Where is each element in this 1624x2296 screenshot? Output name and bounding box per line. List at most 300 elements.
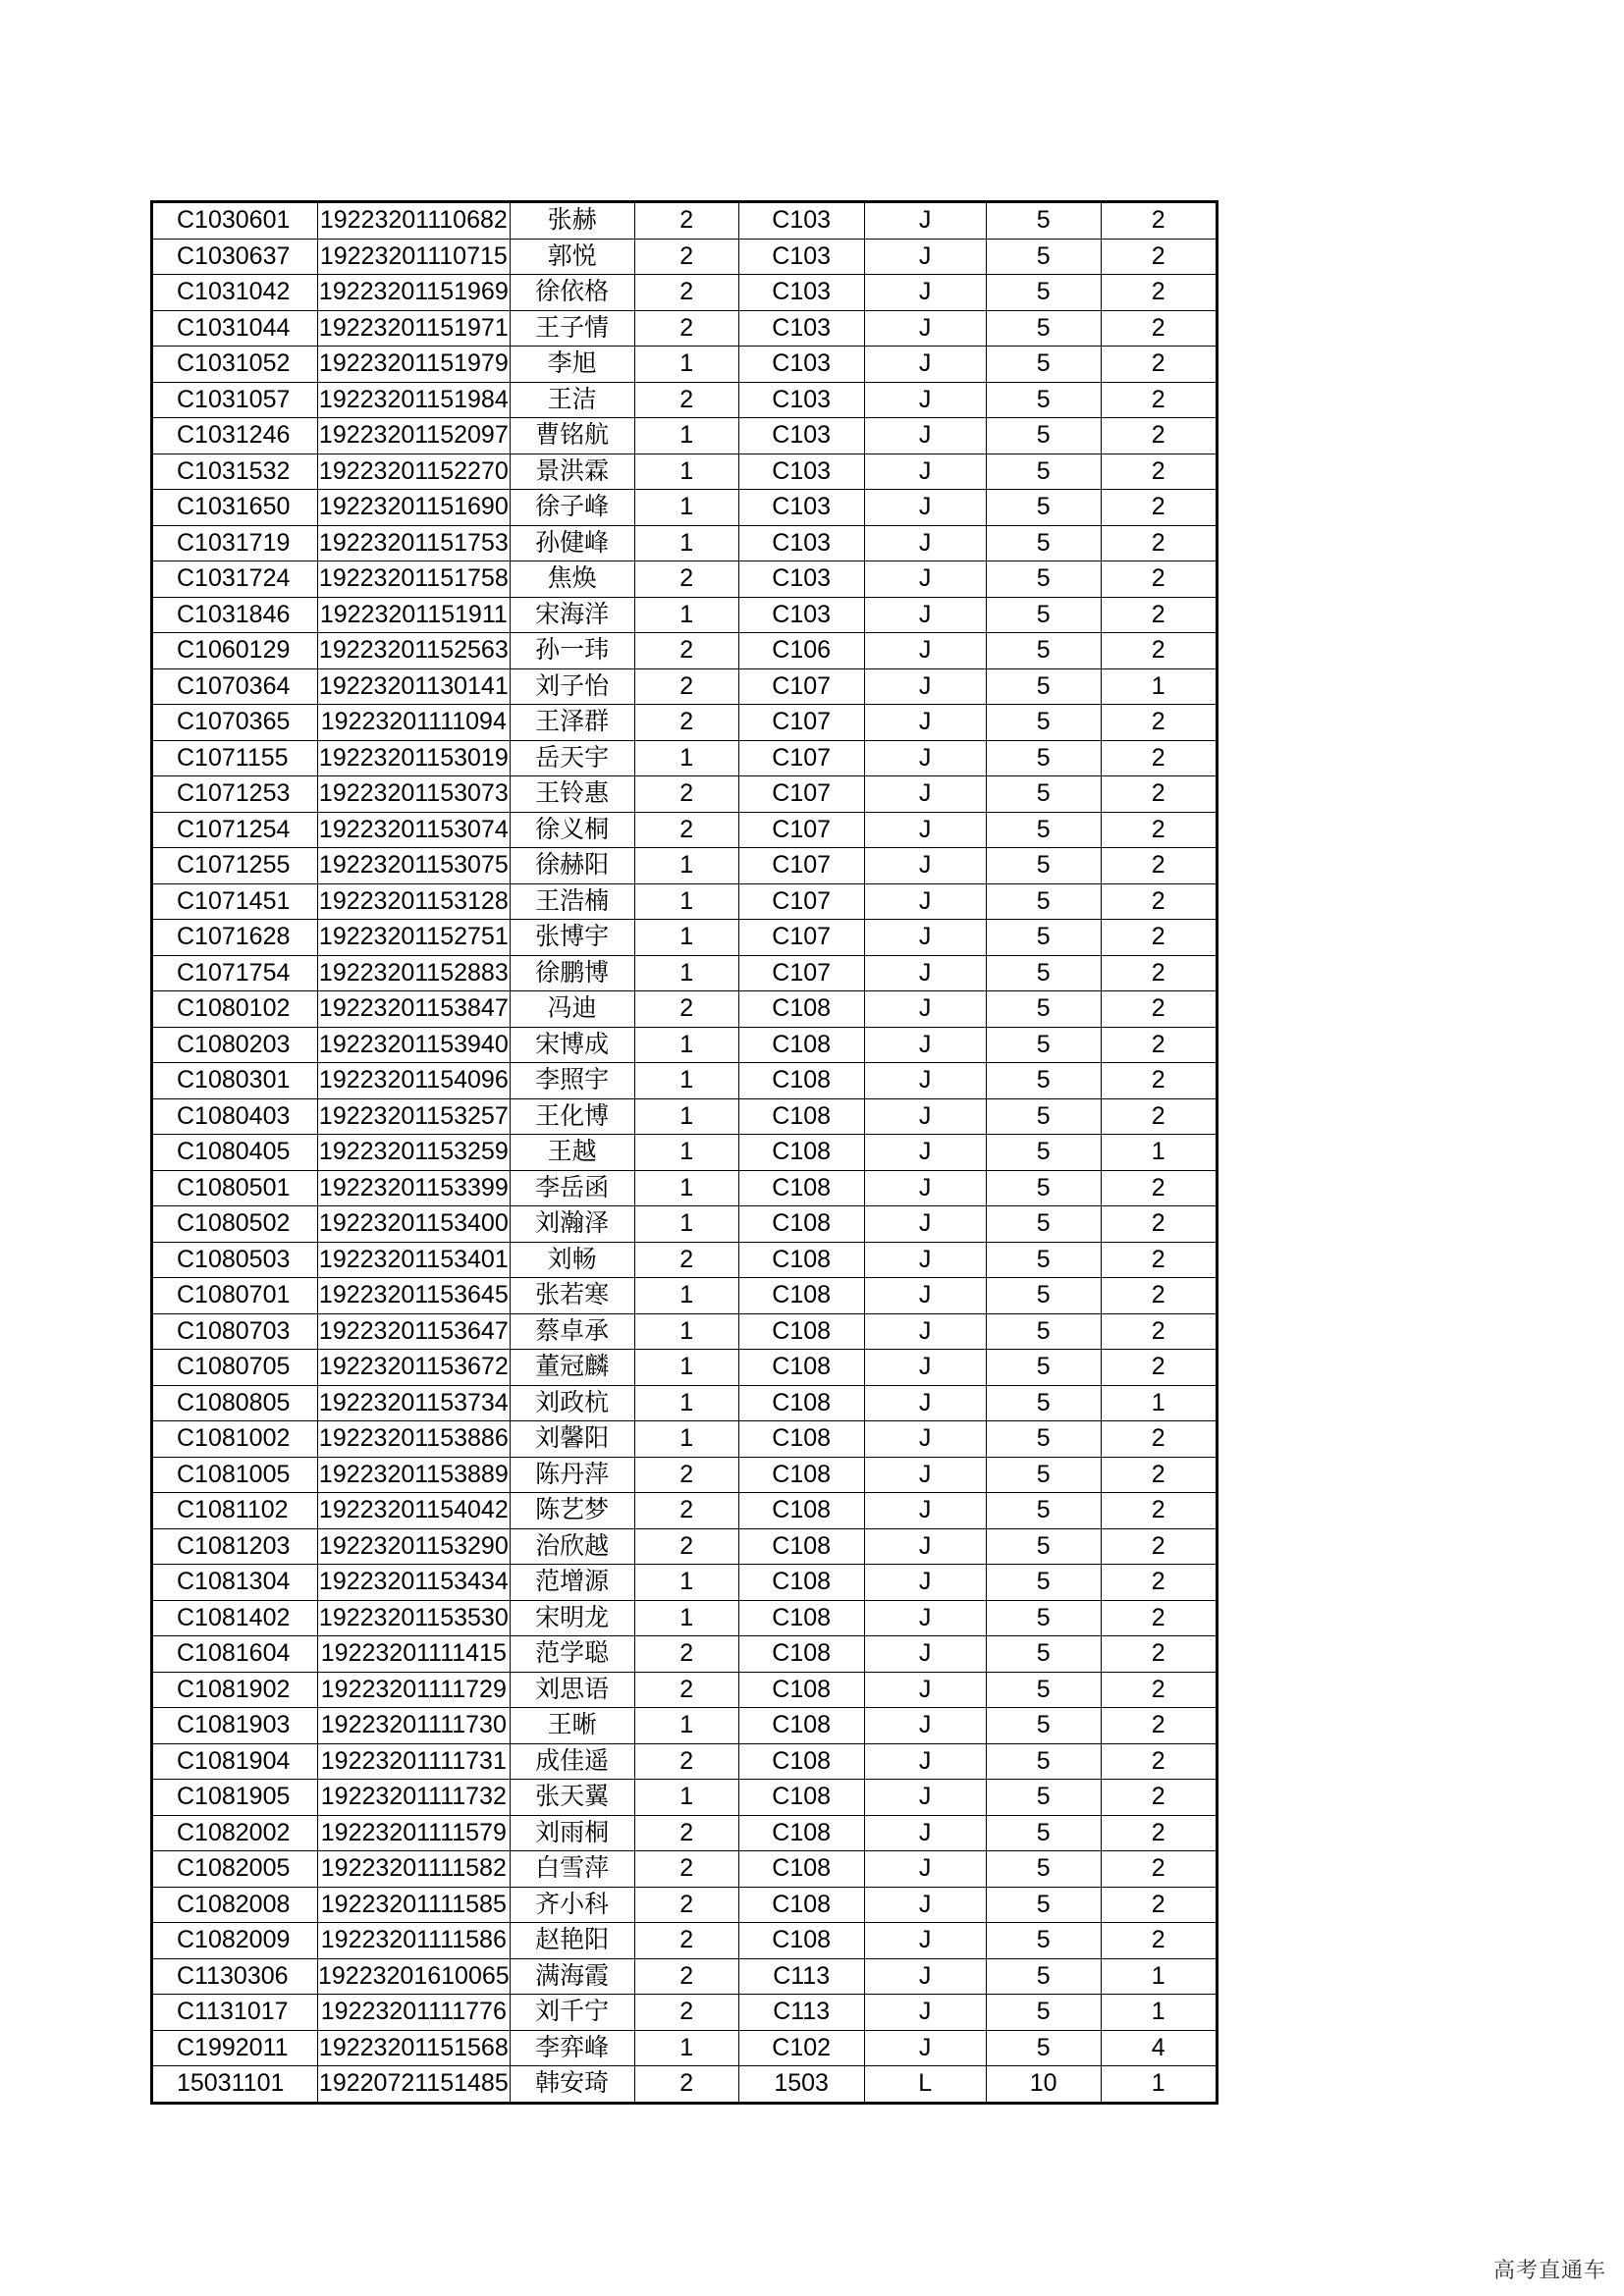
- score-cell: 5: [986, 1815, 1101, 1851]
- candidate-id-cell: 19223201153259: [318, 1135, 511, 1171]
- candidate-id-cell: 19223201111730: [318, 1708, 511, 1744]
- count-cell: 1: [1101, 1958, 1217, 1995]
- name-cell: 陈艺梦: [510, 1493, 634, 1529]
- score-cell: 5: [986, 1636, 1101, 1673]
- table-row: [152, 1708, 1218, 1744]
- name-cell: 李弈峰: [510, 2030, 634, 2066]
- table-row: [152, 597, 1218, 633]
- name-cell: 范学聪: [510, 1636, 634, 1673]
- candidate-id-cell: 19223201154042: [318, 1493, 511, 1529]
- table-row: [152, 1743, 1218, 1780]
- group-cell: C108: [738, 1743, 864, 1780]
- table-row: [152, 1780, 1218, 1816]
- group-cell: C107: [738, 920, 864, 956]
- category-cell: J: [864, 1135, 986, 1171]
- count-cell: 2: [1101, 991, 1217, 1028]
- candidate-id-cell: 19223201151753: [318, 525, 511, 561]
- name-cell: 陈丹萍: [510, 1457, 634, 1493]
- group-cell: C103: [738, 418, 864, 454]
- name-cell: 王泽群: [510, 705, 634, 741]
- table-row: [152, 1098, 1218, 1135]
- gender-cell: 1: [634, 1063, 738, 1099]
- candidate-id-cell: 19223201153019: [318, 740, 511, 776]
- score-cell: 5: [986, 1027, 1101, 1063]
- score-cell: 10: [986, 2066, 1101, 2104]
- group-cell: C103: [738, 525, 864, 561]
- name-cell: 治欣越: [510, 1528, 634, 1565]
- table-row: [152, 525, 1218, 561]
- data-table: [150, 200, 1218, 2105]
- candidate-id-cell: 19223201110715: [318, 239, 511, 275]
- score-cell: 5: [986, 525, 1101, 561]
- name-cell: 王洁: [510, 382, 634, 418]
- score-cell: 5: [986, 883, 1101, 920]
- name-cell: 宋明龙: [510, 1600, 634, 1636]
- category-cell: J: [864, 1672, 986, 1708]
- exam-code-cell: C1081604: [152, 1636, 318, 1673]
- score-cell: 5: [986, 1206, 1101, 1243]
- gender-cell: 2: [634, 2066, 738, 2104]
- category-cell: J: [864, 1385, 986, 1421]
- table-row: [152, 740, 1218, 776]
- category-cell: J: [864, 382, 986, 418]
- count-cell: 1: [1101, 1135, 1217, 1171]
- category-cell: J: [864, 955, 986, 991]
- candidate-id-cell: 19223201154096: [318, 1063, 511, 1099]
- count-cell: 2: [1101, 740, 1217, 776]
- name-cell: 刘畅: [510, 1242, 634, 1278]
- exam-code-cell: C1080501: [152, 1170, 318, 1206]
- exam-code-cell: C1130306: [152, 1958, 318, 1995]
- candidate-id-cell: 19223201111415: [318, 1636, 511, 1673]
- candidate-id-cell: 19223201152563: [318, 633, 511, 669]
- group-cell: C107: [738, 740, 864, 776]
- score-cell: 5: [986, 955, 1101, 991]
- name-cell: 刘子怡: [510, 668, 634, 705]
- category-cell: J: [864, 1995, 986, 2031]
- score-cell: 5: [986, 991, 1101, 1028]
- gender-cell: 2: [634, 1958, 738, 1995]
- exam-code-cell: C1080403: [152, 1098, 318, 1135]
- group-cell: C103: [738, 597, 864, 633]
- name-cell: 宋海洋: [510, 597, 634, 633]
- exam-code-cell: C1081002: [152, 1421, 318, 1458]
- name-cell: 满海霞: [510, 1958, 634, 1995]
- score-cell: 5: [986, 2030, 1101, 2066]
- group-cell: C103: [738, 275, 864, 311]
- category-cell: J: [864, 1600, 986, 1636]
- group-cell: C107: [738, 705, 864, 741]
- name-cell: 张赫: [510, 202, 634, 240]
- exam-code-cell: 15031101: [152, 2066, 318, 2104]
- score-cell: 5: [986, 1457, 1101, 1493]
- group-cell: C103: [738, 382, 864, 418]
- table-row: [152, 1672, 1218, 1708]
- count-cell: 2: [1101, 1600, 1217, 1636]
- name-cell: 孙健峰: [510, 525, 634, 561]
- gender-cell: 1: [634, 1421, 738, 1458]
- category-cell: J: [864, 1923, 986, 1959]
- group-cell: C108: [738, 1313, 864, 1350]
- group-cell: C108: [738, 1135, 864, 1171]
- category-cell: J: [864, 1636, 986, 1673]
- gender-cell: 2: [634, 1457, 738, 1493]
- category-cell: J: [864, 1493, 986, 1529]
- category-cell: J: [864, 1565, 986, 1601]
- table-row: [152, 1887, 1218, 1923]
- table-row: [152, 1421, 1218, 1458]
- table-row: [152, 812, 1218, 848]
- count-cell: 2: [1101, 1565, 1217, 1601]
- count-cell: 2: [1101, 955, 1217, 991]
- name-cell: 蔡卓承: [510, 1313, 634, 1350]
- candidate-id-cell: 19223201111579: [318, 1815, 511, 1851]
- candidate-id-cell: 19223201110682: [318, 202, 511, 240]
- gender-cell: 2: [634, 1995, 738, 2031]
- count-cell: 2: [1101, 1493, 1217, 1529]
- score-cell: 5: [986, 1135, 1101, 1171]
- name-cell: 刘雨桐: [510, 1815, 634, 1851]
- candidate-id-cell: 19223201130141: [318, 668, 511, 705]
- group-cell: C107: [738, 668, 864, 705]
- watermark: 高考直通车: [1492, 2259, 1606, 2283]
- score-cell: 5: [986, 310, 1101, 347]
- name-cell: 徐依格: [510, 275, 634, 311]
- exam-code-cell: C1081005: [152, 1457, 318, 1493]
- table-row: [152, 2030, 1218, 2066]
- exam-code-cell: C1030601: [152, 202, 318, 240]
- group-cell: C108: [738, 1421, 864, 1458]
- group-cell: C108: [738, 1170, 864, 1206]
- category-cell: J: [864, 1958, 986, 1995]
- category-cell: J: [864, 347, 986, 383]
- count-cell: 2: [1101, 1780, 1217, 1816]
- count-cell: 1: [1101, 1385, 1217, 1421]
- group-cell: C108: [738, 1636, 864, 1673]
- name-cell: 韩安琦: [510, 2066, 634, 2104]
- exam-code-cell: C1031532: [152, 454, 318, 490]
- exam-code-cell: C1071451: [152, 883, 318, 920]
- table-row: [152, 1923, 1218, 1959]
- gender-cell: 2: [634, 275, 738, 311]
- category-cell: J: [864, 597, 986, 633]
- name-cell: 徐赫阳: [510, 848, 634, 884]
- category-cell: J: [864, 1027, 986, 1063]
- group-cell: C108: [738, 1063, 864, 1099]
- count-cell: 2: [1101, 202, 1217, 240]
- count-cell: 2: [1101, 848, 1217, 884]
- name-cell: 郭悦: [510, 239, 634, 275]
- count-cell: 2: [1101, 347, 1217, 383]
- name-cell: 范增源: [510, 1565, 634, 1601]
- count-cell: 2: [1101, 1851, 1217, 1888]
- group-cell: C108: [738, 1887, 864, 1923]
- gender-cell: 2: [634, 1672, 738, 1708]
- table-row: [152, 490, 1218, 526]
- candidate-id-cell: 19223201111094: [318, 705, 511, 741]
- score-cell: 5: [986, 347, 1101, 383]
- gender-cell: 2: [634, 633, 738, 669]
- exam-code-cell: C1081203: [152, 1528, 318, 1565]
- name-cell: 李照宇: [510, 1063, 634, 1099]
- gender-cell: 1: [634, 347, 738, 383]
- gender-cell: 1: [634, 1708, 738, 1744]
- group-cell: C113: [738, 1995, 864, 2031]
- category-cell: J: [864, 668, 986, 705]
- table-row: [152, 705, 1218, 741]
- score-cell: 5: [986, 1851, 1101, 1888]
- score-cell: 5: [986, 1923, 1101, 1959]
- category-cell: J: [864, 490, 986, 526]
- gender-cell: 1: [634, 920, 738, 956]
- category-cell: J: [864, 1743, 986, 1780]
- count-cell: 2: [1101, 418, 1217, 454]
- exam-code-cell: C1082005: [152, 1851, 318, 1888]
- name-cell: 张天翼: [510, 1780, 634, 1816]
- gender-cell: 2: [634, 202, 738, 240]
- score-cell: 5: [986, 920, 1101, 956]
- exam-code-cell: C1080701: [152, 1278, 318, 1314]
- gender-cell: 2: [634, 1923, 738, 1959]
- group-cell: C108: [738, 1385, 864, 1421]
- name-cell: 孙一玮: [510, 633, 634, 669]
- category-cell: J: [864, 202, 986, 240]
- exam-code-cell: C1082009: [152, 1923, 318, 1959]
- exam-code-cell: C1071754: [152, 955, 318, 991]
- table-row: [152, 1027, 1218, 1063]
- table-row: [152, 382, 1218, 418]
- name-cell: 成佳遥: [510, 1743, 634, 1780]
- candidate-id-cell: 19223201151969: [318, 275, 511, 311]
- group-cell: C108: [738, 1528, 864, 1565]
- count-cell: 2: [1101, 239, 1217, 275]
- name-cell: 张博宇: [510, 920, 634, 956]
- gender-cell: 1: [634, 418, 738, 454]
- exam-code-cell: C1080301: [152, 1063, 318, 1099]
- count-cell: 2: [1101, 1098, 1217, 1135]
- group-cell: C103: [738, 347, 864, 383]
- candidate-id-cell: 19223201153075: [318, 848, 511, 884]
- exam-code-cell: C1071253: [152, 776, 318, 813]
- exam-code-cell: C1031052: [152, 347, 318, 383]
- group-cell: C107: [738, 955, 864, 991]
- candidate-id-cell: 19223201153647: [318, 1313, 511, 1350]
- candidate-id-cell: 19223201111582: [318, 1851, 511, 1888]
- table-row: [152, 1063, 1218, 1099]
- count-cell: 1: [1101, 2066, 1217, 2104]
- candidate-id-cell: 19223201153290: [318, 1528, 511, 1565]
- group-cell: C108: [738, 1493, 864, 1529]
- count-cell: 2: [1101, 1027, 1217, 1063]
- gender-cell: 1: [634, 1170, 738, 1206]
- score-cell: 5: [986, 202, 1101, 240]
- score-cell: 5: [986, 1887, 1101, 1923]
- category-cell: J: [864, 812, 986, 848]
- count-cell: 2: [1101, 776, 1217, 813]
- candidate-id-cell: 19223201111776: [318, 1995, 511, 2031]
- category-cell: J: [864, 705, 986, 741]
- category-cell: L: [864, 2066, 986, 2104]
- table-row: [152, 1958, 1218, 1995]
- candidate-id-cell: 19223201153128: [318, 883, 511, 920]
- count-cell: 2: [1101, 1528, 1217, 1565]
- exam-code-cell: C1131017: [152, 1995, 318, 2031]
- gender-cell: 2: [634, 1636, 738, 1673]
- gender-cell: 2: [634, 1493, 738, 1529]
- group-cell: C103: [738, 310, 864, 347]
- table-row: [152, 1565, 1218, 1601]
- group-cell: C108: [738, 1027, 864, 1063]
- exam-code-cell: C1031846: [152, 597, 318, 633]
- category-cell: J: [864, 776, 986, 813]
- exam-code-cell: C1060129: [152, 633, 318, 669]
- exam-code-cell: C1030637: [152, 239, 318, 275]
- candidate-id-cell: 19223201111586: [318, 1923, 511, 1959]
- group-cell: C103: [738, 490, 864, 526]
- group-cell: C108: [738, 1851, 864, 1888]
- exam-code-cell: C1031719: [152, 525, 318, 561]
- count-cell: 2: [1101, 1815, 1217, 1851]
- gender-cell: 2: [634, 561, 738, 598]
- gender-cell: 2: [634, 310, 738, 347]
- category-cell: J: [864, 561, 986, 598]
- exam-code-cell: C1031042: [152, 275, 318, 311]
- count-cell: 2: [1101, 1313, 1217, 1350]
- candidate-id-cell: 19223201151758: [318, 561, 511, 598]
- group-cell: C103: [738, 561, 864, 598]
- table-body: [152, 202, 1218, 2104]
- table-row: [152, 1600, 1218, 1636]
- group-cell: C113: [738, 1958, 864, 1995]
- name-cell: 董冠麟: [510, 1350, 634, 1386]
- gender-cell: 2: [634, 1851, 738, 1888]
- candidate-id-cell: 19223201153073: [318, 776, 511, 813]
- category-cell: J: [864, 310, 986, 347]
- score-cell: 5: [986, 848, 1101, 884]
- table-row: [152, 920, 1218, 956]
- gender-cell: 2: [634, 1242, 738, 1278]
- count-cell: 2: [1101, 561, 1217, 598]
- count-cell: 2: [1101, 1887, 1217, 1923]
- exam-code-cell: C1031650: [152, 490, 318, 526]
- candidate-id-cell: 19223201153074: [318, 812, 511, 848]
- gender-cell: 1: [634, 848, 738, 884]
- table-row: [152, 1995, 1218, 2031]
- table-row: [152, 1851, 1218, 1888]
- group-cell: 1503: [738, 2066, 864, 2104]
- candidate-id-cell: 19220721151485: [318, 2066, 511, 2104]
- name-cell: 齐小科: [510, 1887, 634, 1923]
- score-cell: 5: [986, 561, 1101, 598]
- table-row: [152, 239, 1218, 275]
- count-cell: 2: [1101, 1063, 1217, 1099]
- name-cell: 王越: [510, 1135, 634, 1171]
- count-cell: 2: [1101, 1672, 1217, 1708]
- category-cell: J: [864, 1170, 986, 1206]
- candidate-id-cell: 19223201111729: [318, 1672, 511, 1708]
- exam-code-cell: C1071254: [152, 812, 318, 848]
- gender-cell: 2: [634, 705, 738, 741]
- name-cell: 刘政杭: [510, 1385, 634, 1421]
- table-row: [152, 776, 1218, 813]
- group-cell: C108: [738, 1600, 864, 1636]
- category-cell: J: [864, 1887, 986, 1923]
- count-cell: 2: [1101, 920, 1217, 956]
- candidate-id-cell: 19223201153530: [318, 1600, 511, 1636]
- score-cell: 5: [986, 668, 1101, 705]
- table-row: [152, 668, 1218, 705]
- name-cell: 刘馨阳: [510, 1421, 634, 1458]
- exam-code-cell: C1031044: [152, 310, 318, 347]
- table-row: [152, 454, 1218, 490]
- gender-cell: 2: [634, 382, 738, 418]
- table-row: [152, 1528, 1218, 1565]
- group-cell: C107: [738, 812, 864, 848]
- gender-cell: 1: [634, 490, 738, 526]
- table-row: [152, 883, 1218, 920]
- count-cell: 2: [1101, 1636, 1217, 1673]
- name-cell: 曹铭航: [510, 418, 634, 454]
- exam-code-cell: C1031246: [152, 418, 318, 454]
- score-cell: 5: [986, 1600, 1101, 1636]
- score-cell: 5: [986, 490, 1101, 526]
- candidate-id-cell: 19223201151911: [318, 597, 511, 633]
- table-row: [152, 1350, 1218, 1386]
- category-cell: J: [864, 1528, 986, 1565]
- candidate-id-cell: 19223201151979: [318, 347, 511, 383]
- score-cell: 5: [986, 1313, 1101, 1350]
- gender-cell: 1: [634, 1780, 738, 1816]
- group-cell: C102: [738, 2030, 864, 2066]
- gender-cell: 2: [634, 1815, 738, 1851]
- gender-cell: 1: [634, 740, 738, 776]
- name-cell: 冯迪: [510, 991, 634, 1028]
- score-cell: 5: [986, 1708, 1101, 1744]
- gender-cell: 1: [634, 883, 738, 920]
- score-cell: 5: [986, 740, 1101, 776]
- gender-cell: 1: [634, 955, 738, 991]
- name-cell: 刘千宁: [510, 1995, 634, 2031]
- candidate-id-cell: 19223201153257: [318, 1098, 511, 1135]
- exam-code-cell: C1031057: [152, 382, 318, 418]
- count-cell: 1: [1101, 668, 1217, 705]
- name-cell: 王子情: [510, 310, 634, 347]
- exam-code-cell: C1080502: [152, 1206, 318, 1243]
- name-cell: 王晰: [510, 1708, 634, 1744]
- score-cell: 5: [986, 275, 1101, 311]
- category-cell: J: [864, 1457, 986, 1493]
- exam-code-cell: C1081402: [152, 1600, 318, 1636]
- gender-cell: 1: [634, 1313, 738, 1350]
- score-cell: 5: [986, 1350, 1101, 1386]
- score-cell: 5: [986, 597, 1101, 633]
- candidate-id-cell: 19223201153401: [318, 1242, 511, 1278]
- candidate-id-cell: 19223201153940: [318, 1027, 511, 1063]
- group-cell: C108: [738, 1350, 864, 1386]
- table-row: [152, 347, 1218, 383]
- name-cell: 张若寒: [510, 1278, 634, 1314]
- category-cell: J: [864, 1815, 986, 1851]
- score-cell: 5: [986, 1421, 1101, 1458]
- table-row: [152, 2066, 1218, 2104]
- group-cell: C103: [738, 239, 864, 275]
- exam-code-cell: C1080405: [152, 1135, 318, 1171]
- group-cell: C103: [738, 454, 864, 490]
- category-cell: J: [864, 2030, 986, 2066]
- count-cell: 2: [1101, 1278, 1217, 1314]
- exam-code-cell: C1071155: [152, 740, 318, 776]
- gender-cell: 2: [634, 991, 738, 1028]
